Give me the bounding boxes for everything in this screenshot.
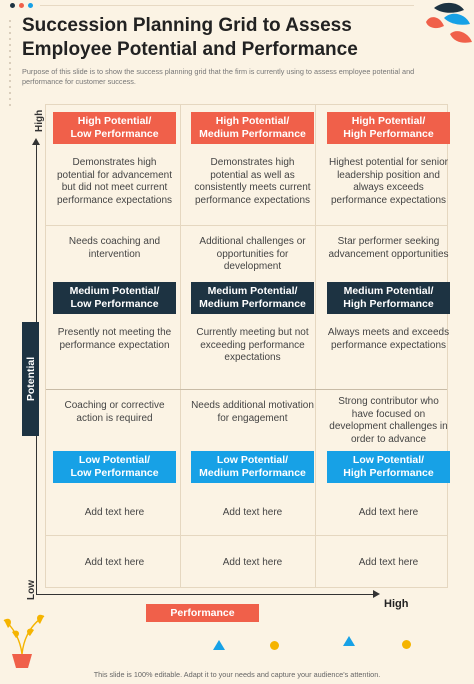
decorative-dot-column — [6, 20, 16, 110]
cell-high-medium-description: Demonstrates high potential as well as consistently meets current performance expectations — [194, 157, 311, 206]
potential-low-label: Low — [26, 580, 37, 600]
triangle-icon — [343, 636, 355, 646]
cell-medium-low-action: Coaching or corrective action is required — [64, 400, 165, 424]
circle-icon — [402, 640, 411, 649]
cell-high-high-action: Star performer seeking advancement opportunities — [328, 236, 449, 260]
circle-icon — [270, 641, 279, 650]
badge-high-low: High Potential/ Low Performance — [53, 112, 176, 144]
crescent-icon — [85, 630, 95, 644]
footer-note: This slide is 100% editable. Adapt it to your needs and capture your audience's attention. — [93, 670, 381, 679]
performance-axis-line — [36, 594, 376, 595]
cell-low-low-placeholder-2[interactable]: Add text here — [84, 557, 145, 568]
badge-medium-high: Medium Potential/ High Performance — [327, 282, 450, 314]
crescent-icon — [152, 636, 162, 650]
badge-low-high: Low Potential/ High Performance — [327, 451, 450, 483]
arrow-right-icon — [373, 590, 380, 598]
cell-low-medium-placeholder-1[interactable]: Add text here — [222, 507, 283, 518]
cell-low-high-placeholder-2[interactable]: Add text here — [358, 557, 419, 568]
top-divider — [40, 5, 414, 6]
cell-low-low-placeholder-1[interactable]: Add text here — [84, 507, 145, 518]
leaf-decoration-icon — [414, 0, 474, 55]
page-title: Succession Planning Grid to Assess Employee Potential and Performance — [22, 15, 358, 60]
cell-high-medium-action: Additional challenges or opportunities for development — [199, 236, 306, 272]
plant-decoration-icon — [0, 602, 52, 670]
badge-high-high: High Potential/ High Performance — [327, 112, 450, 144]
cell-high-low-action: Needs coaching and intervention — [68, 236, 161, 260]
badge-high-medium: High Potential/ Medium Performance — [191, 112, 314, 144]
potential-axis-title: Potential — [22, 322, 39, 436]
succession-grid — [45, 104, 448, 588]
cell-medium-high-action: Strong contributor who have focused on development challenges in order to advance — [329, 396, 448, 445]
cell-medium-high-description: Always meets and exceeds performance expectations — [327, 327, 450, 351]
cell-medium-medium-description: Currently meeting but not exceeding performance expectations — [196, 327, 309, 363]
cell-low-high-placeholder-1[interactable]: Add text here — [358, 507, 419, 518]
badge-medium-medium: Medium Potential/ Medium Performance — [191, 282, 314, 314]
performance-high-label: High — [384, 598, 409, 610]
badge-low-low: Low Potential/ Low Performance — [53, 451, 176, 483]
triangle-icon — [213, 640, 225, 650]
cell-medium-low-description: Presently not meeting the performance expectation — [57, 327, 172, 351]
decorative-dots — [10, 3, 33, 8]
badge-medium-low: Medium Potential/ Low Performance — [53, 282, 176, 314]
potential-high-label: High — [34, 109, 45, 132]
cell-low-medium-placeholder-2[interactable]: Add text here — [222, 557, 283, 568]
performance-axis-title: Performance — [146, 604, 259, 622]
badge-low-medium: Low Potential/ Medium Performance — [191, 451, 314, 483]
cell-high-low-description: Demonstrates high potential for advancement but did not meet current performance expectations — [56, 157, 173, 206]
arrow-up-icon — [32, 138, 40, 145]
cell-medium-medium-action: Needs additional motivation for engagement — [191, 400, 314, 424]
page-description: Purpose of this slide is to show the success planning grid that the firm is currently using to assess employee potential and performance for customer success. — [22, 67, 415, 86]
cell-high-high-description: Highest potential for senior leadership position and always exceeds performance expectations — [329, 157, 448, 206]
